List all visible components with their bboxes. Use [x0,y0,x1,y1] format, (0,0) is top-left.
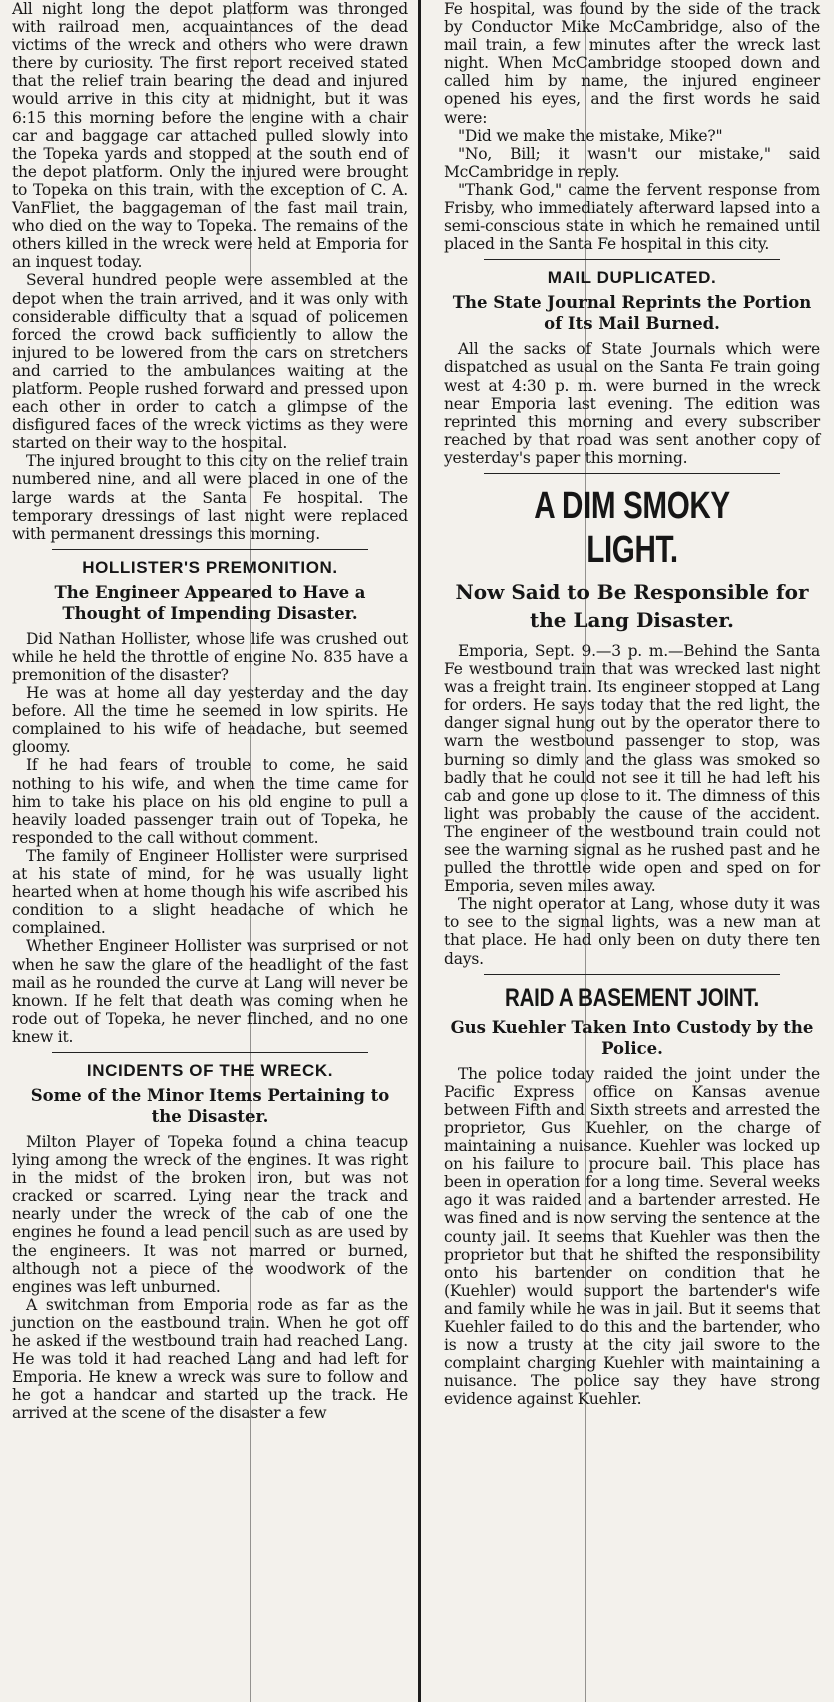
headline-raid: RAID A BASEMENT JOINT. [505,983,759,1012]
divider [484,974,780,975]
headline-smoky-light: A DIM SMOKY LIGHT. [534,484,730,571]
headline-hollister: HOLLISTER'S PREMONITION. [82,557,338,577]
paragraph: The police today raided the joint under the Pacific Express office on Kansas avenue between Fifth and Sixth streets and arrested the proprietor, Gus Kuehler, on the charge of maintaining a nuisance. Kuehler was locked up on his failure to procure bail. This place has been in operation for a long time. Several weeks ago it was raided and a bartender arrested. He was fined and is now serving the sentence at the county jail. It seems that Kuehler was then the proprietor but that he shifted the responsibility onto his bartender on condition that he (Kuehler) would support the bartender's wife and family while he was in jail. But it seems that Kuehler failed to do this and the bartender, who is now a trusty at the city jail swore to the complaint charging Kuehler with maintaining a nuisance. The police say they have strong evidence against Kuehler. [444,1064,820,1409]
paragraph: All night long the depot platform was thronged with railroad men, acquaintances of the dead victims of the wreck and others who were drawn there by curiosity. The first report received stated that the relief train bearing the dead and injured would arrive in this city at midnight, but it was 6:15 this morning before the engine with a chair car and baggage car attached pulled slowly into the Topeka yards and stopped at the south end of the depot platform. Only the injured were brought to Topeka on this train, with the exception of C. A. VanFliet, the baggageman of the fast mail train, who died on the way to Topeka. The remains of the others killed in the wreck were held at Emporia for an inquest today. [12,0,408,272]
divider [52,1052,368,1053]
divider [484,473,780,474]
divider [484,259,780,260]
paragraph: He was at home all day yesterday and the day before. All the time he seemed in low spirits. He complained to his wife of headache, but seemed gloomy. [12,684,408,757]
paragraph: Emporia, Sept. 9.—3 p. m.—Behind the Santa Fe westbound train that was wrecked last night was a freight train. Its engineer stopped at Lang for orders. He says today that the red light, the danger signal hung out by the operator there to warn the westbound passenger to stop, was burning so dimly and the glass was smoked so badly that he could not see it till he had left his cab and gone up close to it. The dimness of this light was probably the cause of the accident. The engineer of the westbound train could not see the warning signal as he rushed past and he pulled the throttle wide open and sped on for Emporia, seven miles away. [444,641,820,896]
subheadline-incidents: Some of the Minor Items Pertaining to the Disaster. [30,1085,390,1126]
paragraph: The injured brought to this city on the relief train numbered nine, and all were placed in one of the large wards at the Santa Fe hospital. The temporary dressings of last night were replaced with permanent dressings this morning. [12,452,408,543]
subheadline-raid: Gus Kuehler Taken Into Custody by the Police. [450,1017,814,1058]
paragraph: The night operator at Lang, whose duty it was to see to the signal lights, was a new man at that place. He had only been on duty there ten days. [444,895,820,968]
paragraph: "Did we make the mistake, Mike?" [458,126,723,145]
headline-mail: MAIL DUPLICATED. [547,268,717,288]
paragraph: Whether Engineer Hollister was surprised or not when he saw the glare of the headlight of the fast mail as he rounded the curve at Lang will never be known. If he felt that death was coming when he rode out of Topeka, he never flinched, and no one knew it. [12,937,408,1046]
divider [52,549,368,550]
paragraph: All the sacks of State Journals which were dispatched as usual on the Santa Fe train going west at 4:30 p. m. were burned in the wreck near Emporia last evening. The edition was reprinted this morning and every subscriber reached by that road was sent another copy of yesterday's paper this morning. [444,340,820,467]
paragraph: If he had fears of trouble to come, he said nothing to his wife, and when the time came for him to take his place on his old engine to pull a heavily loaded passenger train out of Topeka, he responded to the call without comment. [12,756,408,847]
subheadline-smoky-light: Now Said to Be Responsible for the Lang Disaster. [455,579,809,632]
paragraph: Milton Player of Topeka found a china teacup lying among the wreck of the engines. It was right in the midst of the broken iron, but was not cracked or scarred. Lying near the track and nearly under the wreck of the cab of one the engines he found a lead pencil such as are used by the engineers. It was not marred or burned, although not a piece of the woodwork of the engines was left unburned. [12,1132,408,1296]
paragraph: Did Nathan Hollister, whose life was crushed out while he held the throttle of engine No. 835 have a premonition of the disaster? [12,629,408,684]
paragraph: The family of Engineer Hollister were surprised at his state of mind, for he was usually light hearted when at home though his wife ascribed his condition to a slight headache of which he complained. [12,846,408,938]
right-column [430,0,828,1702]
paragraph: A switchman from Emporia rode as far as the junction on the eastbound train. When he got off he asked if the westbound train had reached Lang. He was told it had reached Lang and had left for Emporia. He knew a wreck was sure to follow and he got a handcar and started up the track. He arrived at the scene of the disaster a few [12,1295,408,1423]
paragraph: "Thank God," came the fervent response from Frisby, who immediately afterward lapsed into a semi-conscious state in which he remained until placed in the Santa Fe hospital in this city. [444,180,820,254]
subheadline-mail: The State Journal Reprints the Portion of Its Mail Burned. [452,293,812,334]
paragraph: "No, Bill; it wasn't our mistake," said McCambridge in reply. [444,144,820,181]
column-rule [418,0,421,1702]
left-column [0,0,416,1702]
subheadline-hollister: The Engineer Appeared to Have a Thought of Impending Disaster. [54,582,366,623]
paragraph: Several hundred people were assembled at the depot when the train arrived, and it was only with considerable difficulty that a squad of policemen forced the crowd back sufficiently to allow the injured to be lowered from the cars on stretchers and carried to the ambulances waiting at the platform. People rushed forward and pressed upon each other in order to catch a glimpse of the disfigured faces of the wreck victims as they were started on their way to the hospital. [12,271,408,453]
scan-line [250,0,251,1702]
paragraph: Fe hospital, was found by the side of the track by Conductor Mike McCambridge, also of the mail train, a few minutes after the wreck last night. When McCambridge stooped down and called him by name, the injured engineer opened his eyes, and the first words he said were: [444,0,820,127]
headline-incidents: INCIDENTS OF THE WRECK. [86,1060,334,1080]
